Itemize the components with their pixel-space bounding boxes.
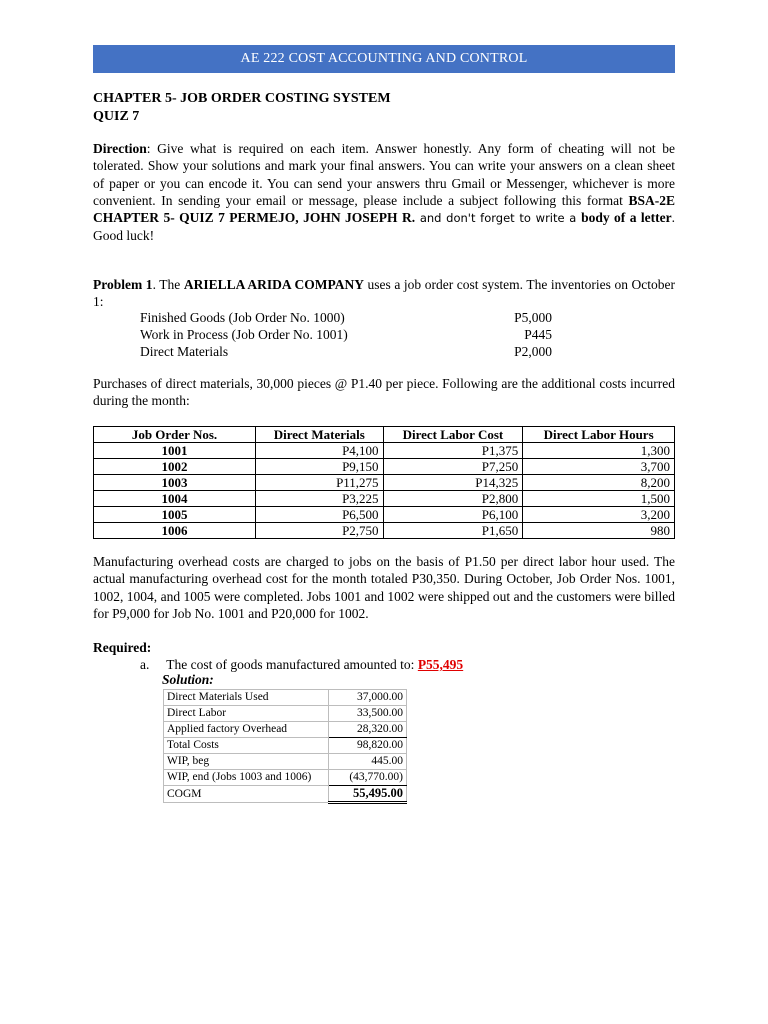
column-header: Direct Labor Cost: [383, 427, 523, 443]
job-number: 1005: [94, 507, 256, 523]
item-letter: a.: [140, 657, 150, 672]
solution-total-row: [164, 786, 407, 803]
table-row: [94, 475, 675, 491]
inventory-name: Direct Materials: [140, 344, 229, 359]
inventory-row: [140, 326, 552, 343]
inventory-amount: P2,000: [514, 344, 552, 359]
direct-labor-hours-cell: 1,500: [523, 491, 675, 507]
solution-row-label: Applied factory Overhead: [164, 722, 329, 738]
table-header-row: [94, 427, 675, 443]
inventory-list: [140, 309, 552, 360]
solution-label: Solution:: [162, 672, 214, 687]
course-banner: AE 222 COST ACCOUNTING AND CONTROL: [93, 45, 675, 73]
solution-row-amount: 98,820.00: [329, 738, 407, 754]
solution-row-label: Total Costs: [164, 738, 329, 754]
job-number: 1003: [94, 475, 256, 491]
solution-row-label: WIP, end (Jobs 1003 and 1006): [164, 770, 329, 786]
direct-labor-hours-cell: 8,200: [523, 475, 675, 491]
direction-text-3: . Good luck!: [93, 210, 675, 244]
job-cost-table: [93, 426, 675, 539]
item-a-question: The cost of goods manufactured amounted to:: [166, 657, 418, 672]
solution-row-label: WIP, beg: [164, 754, 329, 770]
direction-text-1: : Give what is required on each item. Answer honestly. Any form of cheating will not be tolerated. Show your solutions and mark your final answers. You can write your answers on a clean sheet of paper or you can encode it. You can send your answers thru Gmail or Messenger, whichever is more convenient. In sending your email or message, please include a subject following this format: [93, 141, 675, 208]
inventory-name: Finished Goods (Job Order No. 1000): [140, 310, 345, 325]
table-row: [94, 507, 675, 523]
purchases-paragraph: Purchases of direct materials, 30,000 pieces @ P1.40 per piece. Following are the additional costs incurred during the month:: [93, 376, 675, 409]
problem-1-text-2: uses a job order cost system. The inventories on October 1:: [93, 277, 675, 310]
solution-row: [164, 738, 407, 754]
direct-labor-cost-cell: P6,100: [383, 507, 523, 523]
table-row: [94, 443, 675, 459]
direct-materials-cell: P3,225: [256, 491, 384, 507]
solution-row: [164, 770, 407, 786]
required-item-a: [140, 656, 463, 673]
required-label: Required:: [93, 640, 152, 655]
direct-labor-hours-cell: 980: [523, 523, 675, 539]
chapter-heading: [93, 90, 391, 126]
inventory-amount: P445: [524, 327, 552, 342]
direct-labor-cost-cell: P7,250: [383, 459, 523, 475]
item-a-answer: P55,495: [417, 657, 464, 672]
direct-labor-cost-cell: P2,800: [383, 491, 523, 507]
solution-row-amount: 33,500.00: [329, 706, 407, 722]
direct-materials-cell: P6,500: [256, 507, 384, 523]
solution-row-amount: (43,770.00): [329, 770, 407, 786]
chapter-title: CHAPTER 5- JOB ORDER COSTING SYSTEM: [93, 91, 391, 106]
job-number: 1001: [94, 443, 256, 459]
problem-1-text-1: . The: [152, 277, 184, 292]
overhead-paragraph: Manufacturing overhead costs are charged to jobs on the basis of P1.50 per direct labor hour used. The actual manufacturing overhead cost for the month totaled P30,350. During October, Job Order Nos. 1001, 1002, 1004, and 1005 were completed. Jobs 1001 and 1002 were shipped out and the customers were billed for P9,000 for Job No. 1001 and P20,000 for 1002.: [93, 554, 675, 621]
column-header: Direct Materials: [256, 427, 384, 443]
inventory-row: [140, 343, 552, 360]
problem-1-intro: [93, 276, 675, 311]
direction-text-2: and don't forget to write a: [415, 211, 582, 226]
job-number: 1006: [94, 523, 256, 539]
inventory-name: Work in Process (Job Order No. 1001): [140, 327, 348, 342]
problem-1-label: Problem 1: [93, 277, 153, 292]
solution-row: [164, 722, 407, 738]
job-number: 1002: [94, 459, 256, 475]
direct-labor-cost-cell: P1,375: [383, 443, 523, 459]
solution-row-label: Direct Materials Used: [164, 690, 329, 706]
solution-row-label: COGM: [164, 786, 329, 803]
solution-row-label: Direct Labor: [164, 706, 329, 722]
direct-materials-cell: P4,100: [256, 443, 384, 459]
table-row: [94, 523, 675, 539]
direction-paragraph: [93, 140, 675, 245]
direct-labor-cost-cell: P14,325: [383, 475, 523, 491]
direction-label: Direction: [93, 141, 147, 156]
column-header: Job Order Nos.: [94, 427, 256, 443]
solution-row-amount: 445.00: [329, 754, 407, 770]
direct-labor-cost-cell: P1,650: [383, 523, 523, 539]
quiz-title: QUIZ 7: [93, 109, 140, 124]
table-row: [94, 459, 675, 475]
column-header: Direct Labor Hours: [523, 427, 675, 443]
direct-labor-hours-cell: 3,200: [523, 507, 675, 523]
solution-table: [163, 689, 407, 804]
solution-row-amount: 37,000.00: [329, 690, 407, 706]
table-row: [94, 491, 675, 507]
company-name: ARIELLA ARIDA COMPANY: [183, 277, 364, 292]
direct-materials-cell: P9,150: [256, 459, 384, 475]
direct-materials-cell: P11,275: [256, 475, 384, 491]
solution-row: [164, 690, 407, 706]
inventory-row: [140, 309, 552, 326]
inventory-amount: P5,000: [514, 310, 552, 325]
subject-format: BSA-2E CHAPTER 5- QUIZ 7 PERMEJO, JOHN JOSEPH R.: [93, 192, 675, 226]
direct-labor-hours-cell: 1,300: [523, 443, 675, 459]
body-of-letter: body of a letter: [581, 210, 672, 226]
solution-total-amount: 55,495.00: [329, 786, 407, 803]
solution-row-amount: 28,320.00: [329, 722, 407, 738]
direct-materials-cell: P2,750: [256, 523, 384, 539]
job-number: 1004: [94, 491, 256, 507]
direct-labor-hours-cell: 3,700: [523, 459, 675, 475]
solution-row: [164, 754, 407, 770]
solution-row: [164, 706, 407, 722]
